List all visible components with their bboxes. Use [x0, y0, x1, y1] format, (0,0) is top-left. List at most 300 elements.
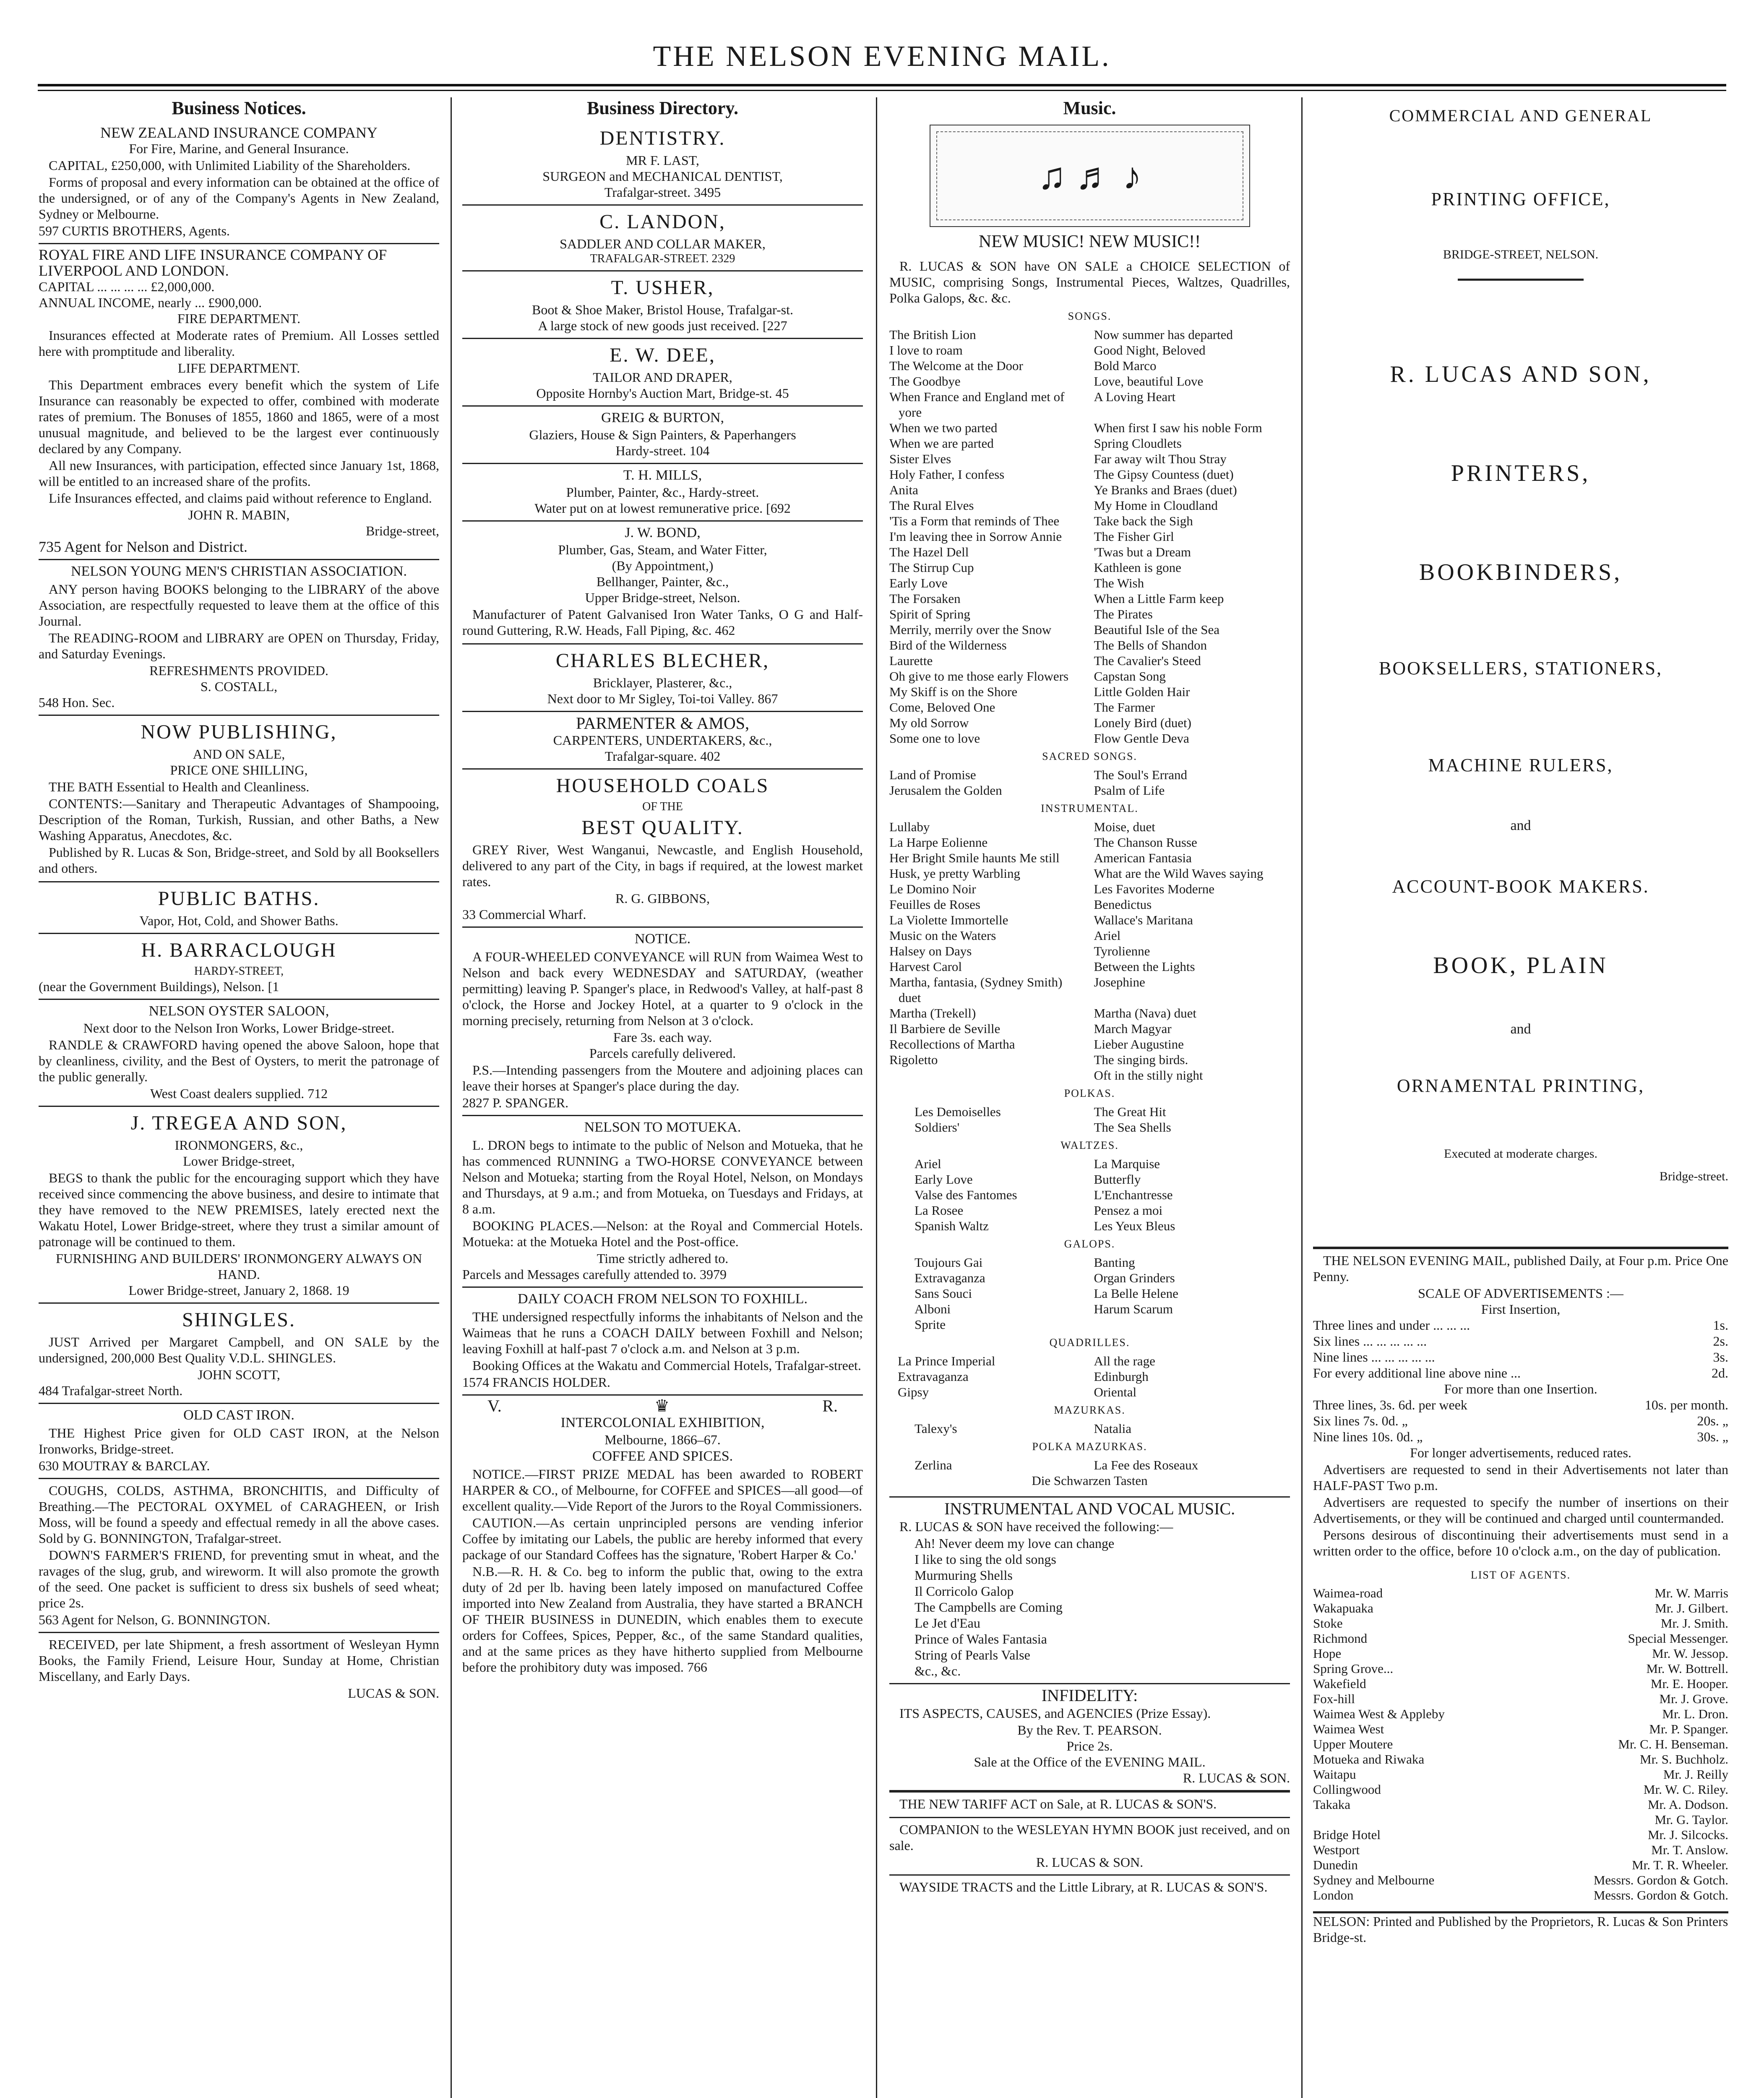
ad-title: INTERCOLONIAL EXHIBITION, — [560, 1415, 765, 1430]
ad-title: INFIDELITY: — [1041, 1686, 1138, 1705]
list-item: Little Golden Hair — [1094, 684, 1190, 699]
ad-title: GREIG & BURTON, — [601, 410, 724, 425]
ad-subtitle: HARDY-STREET, — [194, 965, 284, 978]
list-item: My Skiff is on the Shore — [889, 684, 1018, 699]
table-cell: 2d. — [1712, 1365, 1728, 1380]
ad-parmenter-amos — [462, 712, 863, 770]
table-row — [1313, 1873, 1728, 1888]
ad-instrumental-vocal — [889, 1498, 1290, 1684]
table-cell: Richmond — [1313, 1631, 1368, 1646]
table-row — [1313, 1397, 1728, 1413]
ad-subtitle: First Insertion, — [1481, 1302, 1561, 1317]
ad-text: THE NELSON EVENING MAIL, published Daily, at Four p.m. Price One Penny. — [1313, 1253, 1728, 1284]
table-row — [1313, 1888, 1728, 1903]
list-item: Wallace's Maritana — [1094, 913, 1193, 927]
ad-subtitle: OF THE — [642, 800, 683, 813]
music-illustration — [930, 125, 1250, 227]
ad-text: FURNISHING AND BUILDERS' IRONMONGERY ALWAYS ON HAND. — [55, 1251, 422, 1282]
ad-title: DAILY COACH FROM NELSON TO FOXHILL. — [517, 1291, 808, 1307]
ad-music-list — [889, 255, 1290, 1493]
ad-subtitle: PRICE ONE SHILLING, — [170, 762, 308, 778]
list-item — [889, 1067, 1086, 1083]
list-item: Music on the Waters — [889, 928, 996, 943]
list-item: Beautiful Isle of the Sea — [1094, 622, 1220, 637]
printing-office-line: BOOKSELLERS, STATIONERS, — [1379, 658, 1662, 678]
ad-text: JUST Arrived per Margaret Campbell, and ON SALE by the undersigned, 200,000 Best Quality V.D.L. SHINGLES. — [39, 1334, 439, 1365]
printing-office-line: PRINTING OFFICE, — [1431, 189, 1610, 209]
ad-text: P.S.—Intending passengers from the Moutere and adjoining places can leave their horses at Spanger's place during the day. — [462, 1062, 863, 1093]
table-row — [1313, 1797, 1728, 1812]
list-item: Ye Branks and Braes (duet) — [1094, 483, 1237, 497]
ad-now-publishing — [39, 716, 439, 882]
table-cell: Mr. W. Jessop. — [1652, 1646, 1728, 1661]
list-item: Prince of Wales Fantasia — [915, 1631, 1047, 1647]
list-item: The Pirates — [1094, 607, 1153, 621]
list-item: The Farmer — [1094, 700, 1155, 715]
ad-text: The READING-ROOM and LIBRARY are OPEN on Thursday, Friday, and Saturday Evenings. — [39, 630, 439, 661]
instrumental-list — [889, 819, 1290, 1083]
list-item: Ariel — [1094, 928, 1121, 943]
ad-subtitle: Boot & Shoe Maker, Bristol House, Trafalgar-st. — [532, 302, 793, 317]
table-cell: Mr. T. R. Wheeler. — [1632, 1858, 1728, 1872]
ad-scale-of-advertisements — [1313, 1249, 1728, 1949]
ad-subtitle: AND ON SALE, — [193, 746, 285, 762]
list-item: Lonely Bird (duet) — [1094, 715, 1191, 730]
table-row — [1313, 1691, 1728, 1707]
ad-dentistry — [462, 122, 863, 206]
table-row — [1313, 1349, 1728, 1365]
list-item: A Loving Heart — [1094, 389, 1176, 404]
list-item: The Campbells are Coming — [915, 1600, 1063, 1615]
ad-title: J. W. BOND, — [625, 525, 701, 540]
table-row — [1313, 1812, 1728, 1827]
table-cell: Messrs. Gordon & Gotch. — [1593, 1873, 1728, 1887]
section-polkas: POLKAS. — [1064, 1087, 1115, 1099]
ad-wayside-tracts — [889, 1876, 1290, 1900]
list-item: La Fee des Roseaux — [1094, 1458, 1199, 1472]
ad-text: RECEIVED, per late Shipment, a fresh assortment of Wesleyan Hymn Books, the Family Friend, Leisure Hour, Sunday at Home, Christian Miscellany, and Early Days. — [39, 1637, 439, 1684]
list-item: The singing birds. — [1094, 1052, 1188, 1067]
masthead-rule-thin — [38, 90, 1726, 91]
list-item: Early Love — [889, 576, 948, 590]
list-item: Les Demoiselles — [915, 1104, 1001, 1119]
section-songs: SONGS. — [1068, 310, 1112, 322]
galops-list — [889, 1255, 1290, 1332]
list-item: Recollections of Martha — [889, 1037, 1015, 1052]
ad-royal-insurance — [39, 244, 439, 560]
ad-address: Next door to Mr Sigley, Toi-toi Valley. 867 — [547, 691, 778, 706]
ad-address: Trafalgar-street. 3495 — [604, 185, 721, 200]
ad-subtitle: Next door to the Nelson Iron Works, Lower Bridge-street. — [83, 1020, 395, 1036]
list-item: Soldiers' — [915, 1120, 960, 1135]
list-item: Oft in the stilly night — [1094, 1068, 1203, 1083]
table-row — [1313, 1413, 1728, 1429]
ad-text: Published by R. Lucas & Son, Bridge-street, and Sold by all Booksellers and others. — [39, 845, 439, 876]
royal-cipher-r: R. — [822, 1396, 838, 1415]
ad-subtitle: Bricklayer, Plasterer, &c., — [593, 675, 732, 690]
list-item: When France and England met of yore — [889, 389, 1065, 420]
list-item: Spanish Waltz — [915, 1219, 989, 1233]
ad-subtitle: MR F. LAST, — [626, 153, 699, 168]
ad-text: Fare 3s. each way. — [613, 1030, 712, 1045]
ad-text: CONTENTS:—Sanitary and Therapeutic Advantages of Shampooing, Description of the Roman, Turkish, Russian, and other Baths, a New Washing Apparatus, Anecdotes, &c. — [39, 796, 439, 843]
sacred-list — [889, 767, 1290, 798]
ad-title: NOTICE. — [634, 931, 691, 947]
ad-signature: 630 MOUTRAY & BARCLAY. — [39, 1458, 210, 1473]
ad-signature: 597 CURTIS BROTHERS, Agents. — [39, 223, 230, 238]
ad-title: PUBLIC BATHS. — [158, 887, 320, 910]
table-row — [1313, 1767, 1728, 1782]
ad-address: Trafalgar-square. 402 — [605, 749, 721, 764]
list-item: Les Yeux Bleus — [1094, 1219, 1175, 1233]
table-cell: Upper Moutere — [1313, 1737, 1393, 1751]
list-item: The Cavalier's Steed — [1094, 653, 1201, 668]
table-cell: Waimea-road — [1313, 1586, 1383, 1600]
ad-title: BEST QUALITY. — [581, 817, 744, 839]
ad-subtitle: Upper Bridge-street, Nelson. — [585, 590, 740, 605]
ad-text: Forms of proposal and every information can be obtained at the office of the undersigned, or of any of the Company's Agents in New Zealand, Sydney or Melbourne. — [39, 175, 439, 222]
list-item: Ah! Never deem my love can change — [915, 1536, 1115, 1551]
ad-text: Time strictly adhered to. — [597, 1251, 729, 1266]
ad-signature: R. LUCAS & SON. — [1183, 1770, 1290, 1785]
list-item: Martha, fantasia, (Sydney Smith) duet — [889, 975, 1063, 1005]
ad-address: Opposite Hornby's Auction Mart, Bridge-st. 45 — [536, 386, 789, 401]
ad-text: Insurances effected at Moderate rates of Premium. All Losses settled here with promptitude and liberality. — [39, 328, 439, 359]
ad-text: THE Highest Price given for OLD CAST IRON, at the Nelson Ironworks, Bridge-street. — [39, 1425, 439, 1456]
list-item: When first I saw his noble Form — [1094, 420, 1262, 435]
table-cell: Wakefield — [1313, 1676, 1366, 1691]
list-item: Oriental — [1094, 1385, 1137, 1399]
printing-office-line: PRINTERS, — [1451, 460, 1591, 486]
list-item: Her Bright Smile haunts Me still — [889, 851, 1060, 865]
column-divider — [451, 97, 452, 2098]
ad-coughs — [39, 1479, 439, 1633]
table-cell: Mr. A. Dodson. — [1647, 1797, 1728, 1812]
list-item: Gipsy — [898, 1385, 929, 1399]
list-item: Holy Father, I confess — [889, 467, 1005, 482]
list-item: Jerusalem the Golden — [889, 783, 1002, 798]
imprint: NELSON: Printed and Published by the Proprietors, R. Lucas & Son Printers Bridge-st. — [1313, 1914, 1728, 1945]
table-row — [1313, 1827, 1728, 1842]
ad-signature: Bridge-street, — [365, 523, 439, 538]
list-item: Toujours Gai — [915, 1255, 983, 1270]
list-item: Butterfly — [1094, 1172, 1141, 1187]
ad-signature: 33 Commercial Wharf. — [462, 907, 586, 922]
ad-subtitle: LIST OF AGENTS. — [1470, 1569, 1571, 1581]
table-row — [1313, 1737, 1728, 1752]
ad-text: Advertisers are requested to specify the number of insertions on their Advertisements, or they will be continued and charged until countermanded. — [1313, 1495, 1728, 1526]
table-row — [1313, 1365, 1728, 1381]
ad-title: T. USHER, — [611, 277, 714, 299]
table-cell: Mr. W. Bottrell. — [1646, 1661, 1728, 1676]
ad-text: CAPITAL, £250,000, with Unlimited Liability of the Shareholders. — [49, 158, 411, 173]
table-cell: Six lines 7s. 0d. „ — [1313, 1413, 1408, 1428]
column-header: Business Directory. — [587, 98, 738, 118]
ad-text: RANDLE & CRAWFORD having opened the above Saloon, hope that by cleanliness, civility, and the Best of Oysters, to merit the patronage of the public generally. — [39, 1037, 439, 1084]
list-item: La Marquise — [1094, 1156, 1160, 1171]
table-cell: Mr. W. C. Riley. — [1643, 1782, 1728, 1797]
table-cell: Mr. L. Dron. — [1662, 1707, 1728, 1721]
mazurkas-list — [889, 1421, 1290, 1436]
ad-title: NOW PUBLISHING, — [141, 721, 337, 743]
quadrilles-list — [889, 1353, 1290, 1400]
ad-address: TRAFALGAR-STREET. 2329 — [590, 252, 735, 265]
ad-subtitle: (By Appointment,) — [612, 558, 714, 573]
crown-icon: ♛ — [654, 1396, 670, 1415]
ad-shingles — [39, 1304, 439, 1404]
ad-barraclough — [39, 934, 439, 1000]
ad-text: ITS ASPECTS, CAUSES, and AGENCIES (Prize Essay). — [899, 1706, 1211, 1721]
table-cell: Mr. C. H. Benseman. — [1618, 1737, 1728, 1751]
ad-signature: JOHN SCOTT, — [198, 1367, 280, 1382]
list-item: Martha (Trekell) — [889, 1006, 976, 1020]
list-item: Land of Promise — [889, 767, 976, 782]
printing-office-line: BRIDGE-STREET, NELSON. — [1443, 248, 1599, 261]
table-cell: Collingwood — [1313, 1782, 1381, 1797]
masthead-rule — [38, 84, 1726, 86]
list-item: Psalm of Life — [1094, 783, 1165, 798]
list-item: Die Schwarzen Tasten — [1032, 1473, 1148, 1488]
table-cell: 2s. — [1713, 1333, 1728, 1349]
section-polka-mazurkas: POLKA MAZURKAS. — [1032, 1440, 1147, 1453]
list-item: Talexy's — [915, 1421, 957, 1436]
list-item: March Magyar — [1094, 1021, 1172, 1036]
ad-title: ROYAL FIRE AND LIFE INSURANCE COMPANY OF LIVERPOOL AND LONDON. — [39, 246, 387, 279]
list-item: L'Enchantresse — [1094, 1187, 1173, 1202]
table-cell: Hope — [1313, 1646, 1342, 1661]
ad-text: By the Rev. T. PEARSON. — [1017, 1722, 1162, 1738]
ad-text: THE BATH Essential to Health and Cleanliness. — [49, 779, 310, 794]
ad-infidelity — [889, 1684, 1290, 1793]
ad-blecher — [462, 645, 863, 712]
list-item: Harum Scarum — [1094, 1302, 1173, 1316]
waltzes-list — [889, 1156, 1290, 1234]
list-item: Alboni — [915, 1302, 951, 1316]
table-cell: Mr. E. Hooper. — [1650, 1676, 1728, 1691]
ad-subheading: LIFE DEPARTMENT. — [177, 360, 300, 376]
ad-signature: R. LUCAS & SON. — [1036, 1855, 1144, 1870]
list-item: The Soul's Errand — [1094, 767, 1188, 782]
ad-title: H. BARRACLOUGH — [141, 939, 337, 961]
list-item: La Violette Immortelle — [889, 913, 1008, 927]
printing-office-line: BOOK, PLAIN — [1433, 952, 1608, 979]
list-item: The Wish — [1094, 576, 1144, 590]
printing-office-line: Bridge-street. — [1659, 1169, 1728, 1183]
ad-title: SHINGLES. — [182, 1309, 296, 1331]
ad-signature: LUCAS & SON. — [348, 1686, 439, 1701]
ad-text: (near the Government Buildings), Nelson. [1 — [39, 979, 279, 994]
printing-office-line: ACCOUNT-BOOK MAKERS. — [1392, 876, 1649, 897]
list-item: When we are parted — [889, 436, 994, 451]
ad-signature: JOHN R. MABIN, — [188, 507, 290, 522]
list-item: When we two parted — [889, 420, 998, 435]
table-row — [1313, 1646, 1728, 1661]
ad-new-tariff — [889, 1793, 1290, 1818]
ad-title: E. W. DEE, — [610, 344, 716, 366]
ad-public-baths — [39, 882, 439, 934]
table-cell: Westport — [1313, 1842, 1360, 1857]
printing-office-line: MACHINE RULERS, — [1428, 755, 1613, 775]
list-item — [1094, 1317, 1265, 1332]
table-row — [1313, 1661, 1728, 1676]
printing-office-line: BOOKBINDERS, — [1419, 559, 1623, 585]
table-cell: Messrs. Gordon & Gotch. — [1593, 1888, 1728, 1902]
list-item: Sister Elves — [889, 451, 951, 466]
ad-title: HOUSEHOLD COALS — [556, 775, 769, 797]
list-item: String of Pearls Valse — [915, 1647, 1030, 1662]
ad-text: COMPANION to the WESLEYAN HYMN BOOK just received, and on sale. — [889, 1822, 1290, 1853]
table-cell: Nine lines 10s. 0d. „ — [1313, 1429, 1423, 1444]
table-cell: Three lines and under ... ... ... — [1313, 1318, 1470, 1333]
list-item: Benedictus — [1094, 897, 1152, 912]
ad-address: Hardy-street. 104 — [615, 443, 710, 458]
ad-title: COFFEE AND SPICES. — [592, 1448, 733, 1464]
printing-office-line: Executed at moderate charges. — [1444, 1147, 1597, 1161]
section-galops: GALOPS. — [1064, 1238, 1115, 1250]
table-row — [1313, 1616, 1728, 1631]
list-item: Il Corricolo Galop — [915, 1584, 1014, 1599]
table-cell: For every additional line above nine ... — [1313, 1365, 1521, 1380]
list-item: The Gipsy Countess (duet) — [1094, 467, 1234, 482]
column-music — [889, 97, 1290, 2098]
ad-signature: Parcels and Messages carefully attended to. 3979 — [462, 1267, 727, 1282]
list-item: Some one to love — [889, 731, 980, 746]
ad-title: PARMENTER & AMOS, — [576, 714, 750, 733]
ad-subtitle: IRONMONGERS, &c., — [175, 1138, 303, 1153]
list-item: The Bells of Shandon — [1094, 638, 1207, 652]
table-cell: 3s. — [1713, 1349, 1728, 1365]
table-cell: Mr. T. Anslow. — [1651, 1842, 1728, 1857]
ad-title: INSTRUMENTAL AND VOCAL MUSIC. — [944, 1499, 1235, 1518]
printing-office-line: ORNAMENTAL PRINTING, — [1397, 1075, 1645, 1096]
ad-text: All new Insurances, with participation, effected since January 1st, 1868, will be entitled to an increased share of the profits. — [39, 458, 439, 489]
list-item: Martha (Nava) duet — [1094, 1006, 1196, 1020]
list-item: Sans Souci — [915, 1286, 972, 1301]
table-row — [1313, 1707, 1728, 1722]
ad-signature: 1574 FRANCIS HOLDER. — [462, 1375, 610, 1390]
column-business-directory — [462, 97, 863, 2098]
list-item: I like to sing the old songs — [915, 1552, 1056, 1567]
list-item: Laurette — [889, 653, 933, 668]
column-header: Business Notices. — [172, 98, 306, 118]
list-item: Tyrolienne — [1094, 944, 1150, 958]
list-item: Flow Gentle Deva — [1094, 731, 1189, 746]
table-cell: Dunedin — [1313, 1858, 1358, 1872]
ad-text: COUGHS, COLDS, ASTHMA, BRONCHITIS, and Difficulty of Breathing.—The PECTORAL OXYMEL of CARAGHEEN, or Irish Moss, will be found a speedy and effectual remedy in all the above cases. Sold by G. BONNINGTON, Trafalgar-street. — [39, 1483, 439, 1546]
column-printing-office — [1313, 97, 1728, 2098]
table-cell: Motueka and Riwaka — [1313, 1752, 1425, 1767]
table-cell: 20s. „ — [1697, 1413, 1728, 1428]
ad-subtitle: SURGEON and MECHANICAL DENTIST, — [542, 169, 783, 184]
table-cell: Special Messenger. — [1628, 1631, 1728, 1646]
table-cell: Mr. J. Grove. — [1659, 1691, 1728, 1706]
table-cell: 30s. „ — [1697, 1429, 1728, 1444]
list-item: Sprite — [915, 1317, 946, 1332]
list-item: La Rosee — [915, 1203, 964, 1218]
list-item: My Home in Cloudland — [1094, 498, 1218, 513]
ad-subtitle: For Fire, Marine, and General Insurance. — [129, 141, 349, 156]
list-item: Le Domino Noir — [889, 882, 976, 896]
ad-signature: 484 Trafalgar-street North. — [39, 1383, 183, 1398]
column-header: Music. — [1063, 98, 1116, 118]
table-row — [1313, 1676, 1728, 1691]
table-row — [1313, 1317, 1728, 1333]
ad-text: Life Insurances effected, and claims paid without reference to England. — [49, 491, 432, 506]
ad-signature: S. COSTALL, — [200, 679, 278, 694]
ad-text: Manufacturer of Patent Galvanised Iron Water Tanks, O G and Half-round Guttering, R.W. Heads, Fall Piping, &c. 462 — [462, 607, 863, 638]
list-item: The Chanson Russe — [1094, 835, 1197, 850]
ad-tregea — [39, 1107, 439, 1304]
table-row — [1313, 1601, 1728, 1616]
ad-oyster-saloon — [39, 1000, 439, 1107]
table-cell: Six lines ... ... ... ... ... — [1313, 1333, 1427, 1349]
ad-text: REFRESHMENTS PROVIDED. — [149, 663, 328, 678]
list-item: 'Tis a Form that reminds of Thee — [889, 514, 1060, 528]
ad-text: GREY River, West Wanganui, Newcastle, and English Household, delivered to any part of the City, in bags if required, at the lowest market rates. — [462, 842, 863, 889]
list-item: The Hazel Dell — [889, 545, 969, 559]
ad-title: SCALE OF ADVERTISEMENTS :— — [1418, 1286, 1623, 1301]
table-cell: London — [1313, 1888, 1354, 1902]
ad-subtitle: SADDLER AND COLLAR MAKER, — [560, 236, 766, 251]
list-item: American Fantasia — [1094, 851, 1192, 865]
list-item: Early Love — [915, 1172, 973, 1187]
column-business-notices — [39, 97, 439, 2098]
ad-subtitle: Lower Bridge-street, — [183, 1153, 295, 1169]
table-cell: Mr. J. Smith. — [1660, 1616, 1728, 1631]
ad-signature: 735 Agent for Nelson and District. — [39, 538, 248, 555]
list-item: Spring Cloudlets — [1094, 436, 1182, 451]
list-item: Zerlina — [915, 1458, 952, 1472]
ad-text: A FOUR-WHEELED CONVEYANCE will RUN from Waimea West to Nelson and back every WEDNESDAY and SATURDAY, (weather permitting) leaving P. Spanger's place, in Redwood's Valley, at half-past 8 o'clock, the Horse and Jockey Hotel, at a quarter to 9 o'clock in the morning precisely, returning from Nelson at 3 o'clock. — [462, 949, 863, 1028]
new-music-heading: NEW MUSIC! NEW MUSIC!! — [978, 232, 1201, 251]
ad-subtitle: Vapor, Hot, Cold, and Shower Baths. — [139, 913, 339, 928]
list-item: Far away wilt Thou Stray — [1094, 451, 1227, 466]
list-item: The Great Hit — [1094, 1104, 1166, 1119]
table-cell: 10s. per month. — [1644, 1397, 1728, 1412]
vocal-list — [889, 1535, 1290, 1679]
table-row — [1313, 1429, 1728, 1445]
ad-text: Booking Offices at the Wakatu and Commercial Hotels, Trafalgar-street. — [472, 1358, 861, 1373]
table-row — [1313, 1722, 1728, 1737]
ad-subtitle: Glaziers, House & Sign Painters, & Paperhangers — [529, 427, 796, 442]
table-cell: Three lines, 3s. 6d. per week — [1313, 1397, 1467, 1412]
printing-office-line: and — [1510, 818, 1531, 833]
table-row — [1313, 1858, 1728, 1873]
section-sacred: SACRED SONGS. — [1042, 750, 1137, 762]
table-row — [1313, 1333, 1728, 1349]
section-mazurkas: MAZURKAS. — [1054, 1404, 1126, 1416]
agents-list — [1313, 1586, 1728, 1903]
list-item: Spirit of Spring — [889, 607, 970, 621]
polkas-list — [889, 1104, 1290, 1135]
list-item: The British Lion — [889, 327, 976, 342]
ad-signature: 563 Agent for Nelson, G. BONNINGTON. — [39, 1612, 271, 1627]
table-cell: Bridge Hotel — [1313, 1827, 1381, 1842]
table-cell: Waimea West — [1313, 1722, 1384, 1736]
ad-text: CAPITAL ... ... ... ... £2,000,000. — [39, 279, 215, 294]
ad-signature: West Coast dealers supplied. 712 — [150, 1086, 328, 1101]
list-item: La Harpe Eolienne — [889, 835, 988, 850]
ad-bond — [462, 522, 863, 645]
list-item: Lieber Augustine — [1094, 1037, 1184, 1052]
list-item: Rigoletto — [889, 1052, 938, 1067]
list-item: La Prince Imperial — [898, 1354, 995, 1368]
list-item: Natalia — [1094, 1421, 1132, 1436]
list-item: Bird of the Wilderness — [889, 638, 1007, 652]
ad-text: Price 2s. — [1066, 1738, 1113, 1754]
ad-landon — [462, 206, 863, 271]
list-item: All the rage — [1094, 1354, 1155, 1368]
